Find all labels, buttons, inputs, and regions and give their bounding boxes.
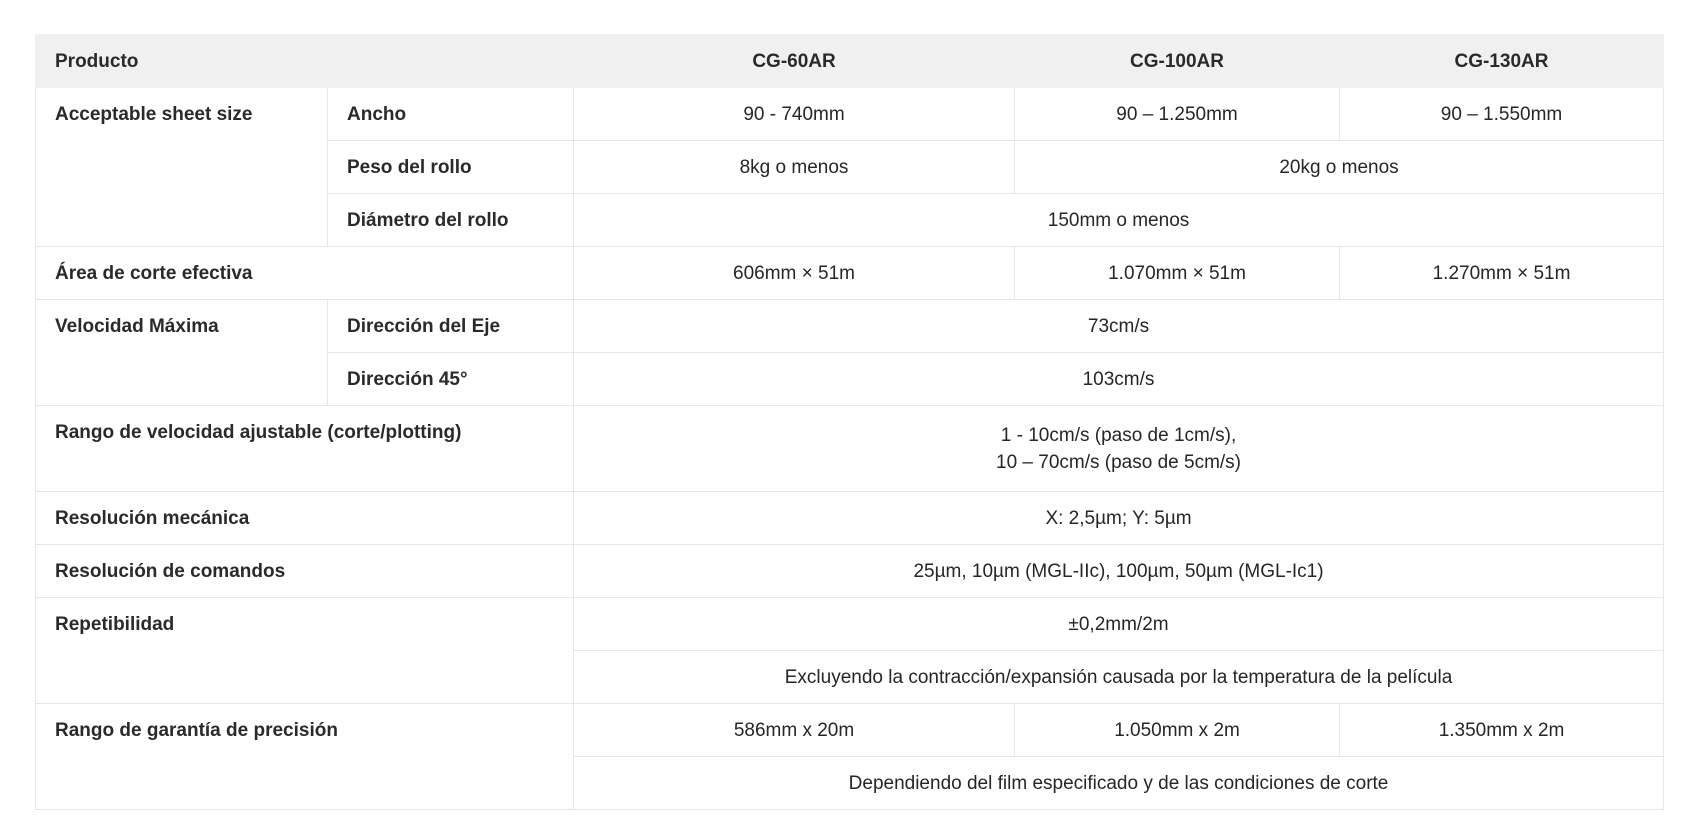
table-row bbox=[36, 247, 1664, 300]
roll-diameter-value: 150mm o menos bbox=[574, 194, 1664, 247]
cmd-resolution-value: 25µm, 10µm (MGL-IIc), 100µm, 50µm (MGL-Ic1) bbox=[574, 545, 1664, 598]
table-row bbox=[36, 88, 1664, 141]
width-value-cg-60ar: 90 - 740mm bbox=[574, 88, 1015, 141]
cutting-area-cg-100ar: 1.070mm × 51m bbox=[1015, 247, 1340, 300]
sheet-size-label: Acceptable sheet size bbox=[36, 88, 328, 247]
roll-diameter-label: Diámetro del rollo bbox=[328, 194, 574, 247]
speed-range-label: Rango de velocidad ajustable (corte/plotting) bbox=[36, 406, 574, 492]
axis-direction-value: 73cm/s bbox=[574, 300, 1664, 353]
precision-range-cg-100ar: 1.050mm x 2m bbox=[1015, 704, 1340, 757]
max-speed-label: Velocidad Máxima bbox=[36, 300, 328, 406]
table-row bbox=[36, 406, 1664, 492]
width-value-cg-100ar: 90 – 1.250mm bbox=[1015, 88, 1340, 141]
spec-table bbox=[35, 34, 1664, 810]
cmd-resolution-label: Resolución de comandos bbox=[36, 545, 574, 598]
model-header-cg-100ar: CG-100AR bbox=[1015, 35, 1340, 88]
width-value-cg-130ar: 90 – 1.550mm bbox=[1340, 88, 1664, 141]
header-row bbox=[36, 35, 1664, 88]
table-row bbox=[36, 492, 1664, 545]
precision-range-cg-60ar: 586mm x 20m bbox=[574, 704, 1015, 757]
product-header-cell: Producto bbox=[36, 35, 574, 88]
diagonal-direction-value: 103cm/s bbox=[574, 353, 1664, 406]
precision-range-label: Rango de garantía de precisión bbox=[36, 704, 574, 810]
model-header-cg-60ar: CG-60AR bbox=[574, 35, 1015, 88]
spec-table-container bbox=[35, 34, 1663, 810]
diagonal-direction-label: Dirección 45° bbox=[328, 353, 574, 406]
roll-weight-value-cg-60ar: 8kg o menos bbox=[574, 141, 1015, 194]
roll-weight-value-cg-100-130ar: 20kg o menos bbox=[1015, 141, 1664, 194]
model-header-cg-130ar: CG-130AR bbox=[1340, 35, 1664, 88]
table-row bbox=[36, 300, 1664, 353]
width-label: Ancho bbox=[328, 88, 574, 141]
table-row bbox=[36, 704, 1664, 757]
roll-weight-label: Peso del rollo bbox=[328, 141, 574, 194]
speed-range-line-1: 1 - 10cm/s (paso de 1cm/s), bbox=[1000, 424, 1237, 446]
repeatability-value: ±0,2mm/2m bbox=[574, 598, 1664, 651]
speed-range-value bbox=[574, 406, 1664, 492]
axis-direction-label: Dirección del Eje bbox=[328, 300, 574, 353]
cutting-area-label: Área de corte efectiva bbox=[36, 247, 574, 300]
table-row bbox=[36, 598, 1664, 651]
mech-resolution-label: Resolución mecánica bbox=[36, 492, 574, 545]
speed-range-line-2: 10 – 70cm/s (paso de 5cm/s) bbox=[996, 451, 1242, 473]
repeatability-label: Repetibilidad bbox=[36, 598, 574, 704]
mech-resolution-value: X: 2,5µm; Y: 5µm bbox=[574, 492, 1664, 545]
precision-range-note: Dependiendo del film especificado y de las condiciones de corte bbox=[574, 757, 1664, 810]
precision-range-cg-130ar: 1.350mm x 2m bbox=[1340, 704, 1664, 757]
repeatability-note: Excluyendo la contracción/expansión causada por la temperatura de la película bbox=[574, 651, 1664, 704]
cutting-area-cg-130ar: 1.270mm × 51m bbox=[1340, 247, 1664, 300]
table-row bbox=[36, 545, 1664, 598]
cutting-area-cg-60ar: 606mm × 51m bbox=[574, 247, 1015, 300]
